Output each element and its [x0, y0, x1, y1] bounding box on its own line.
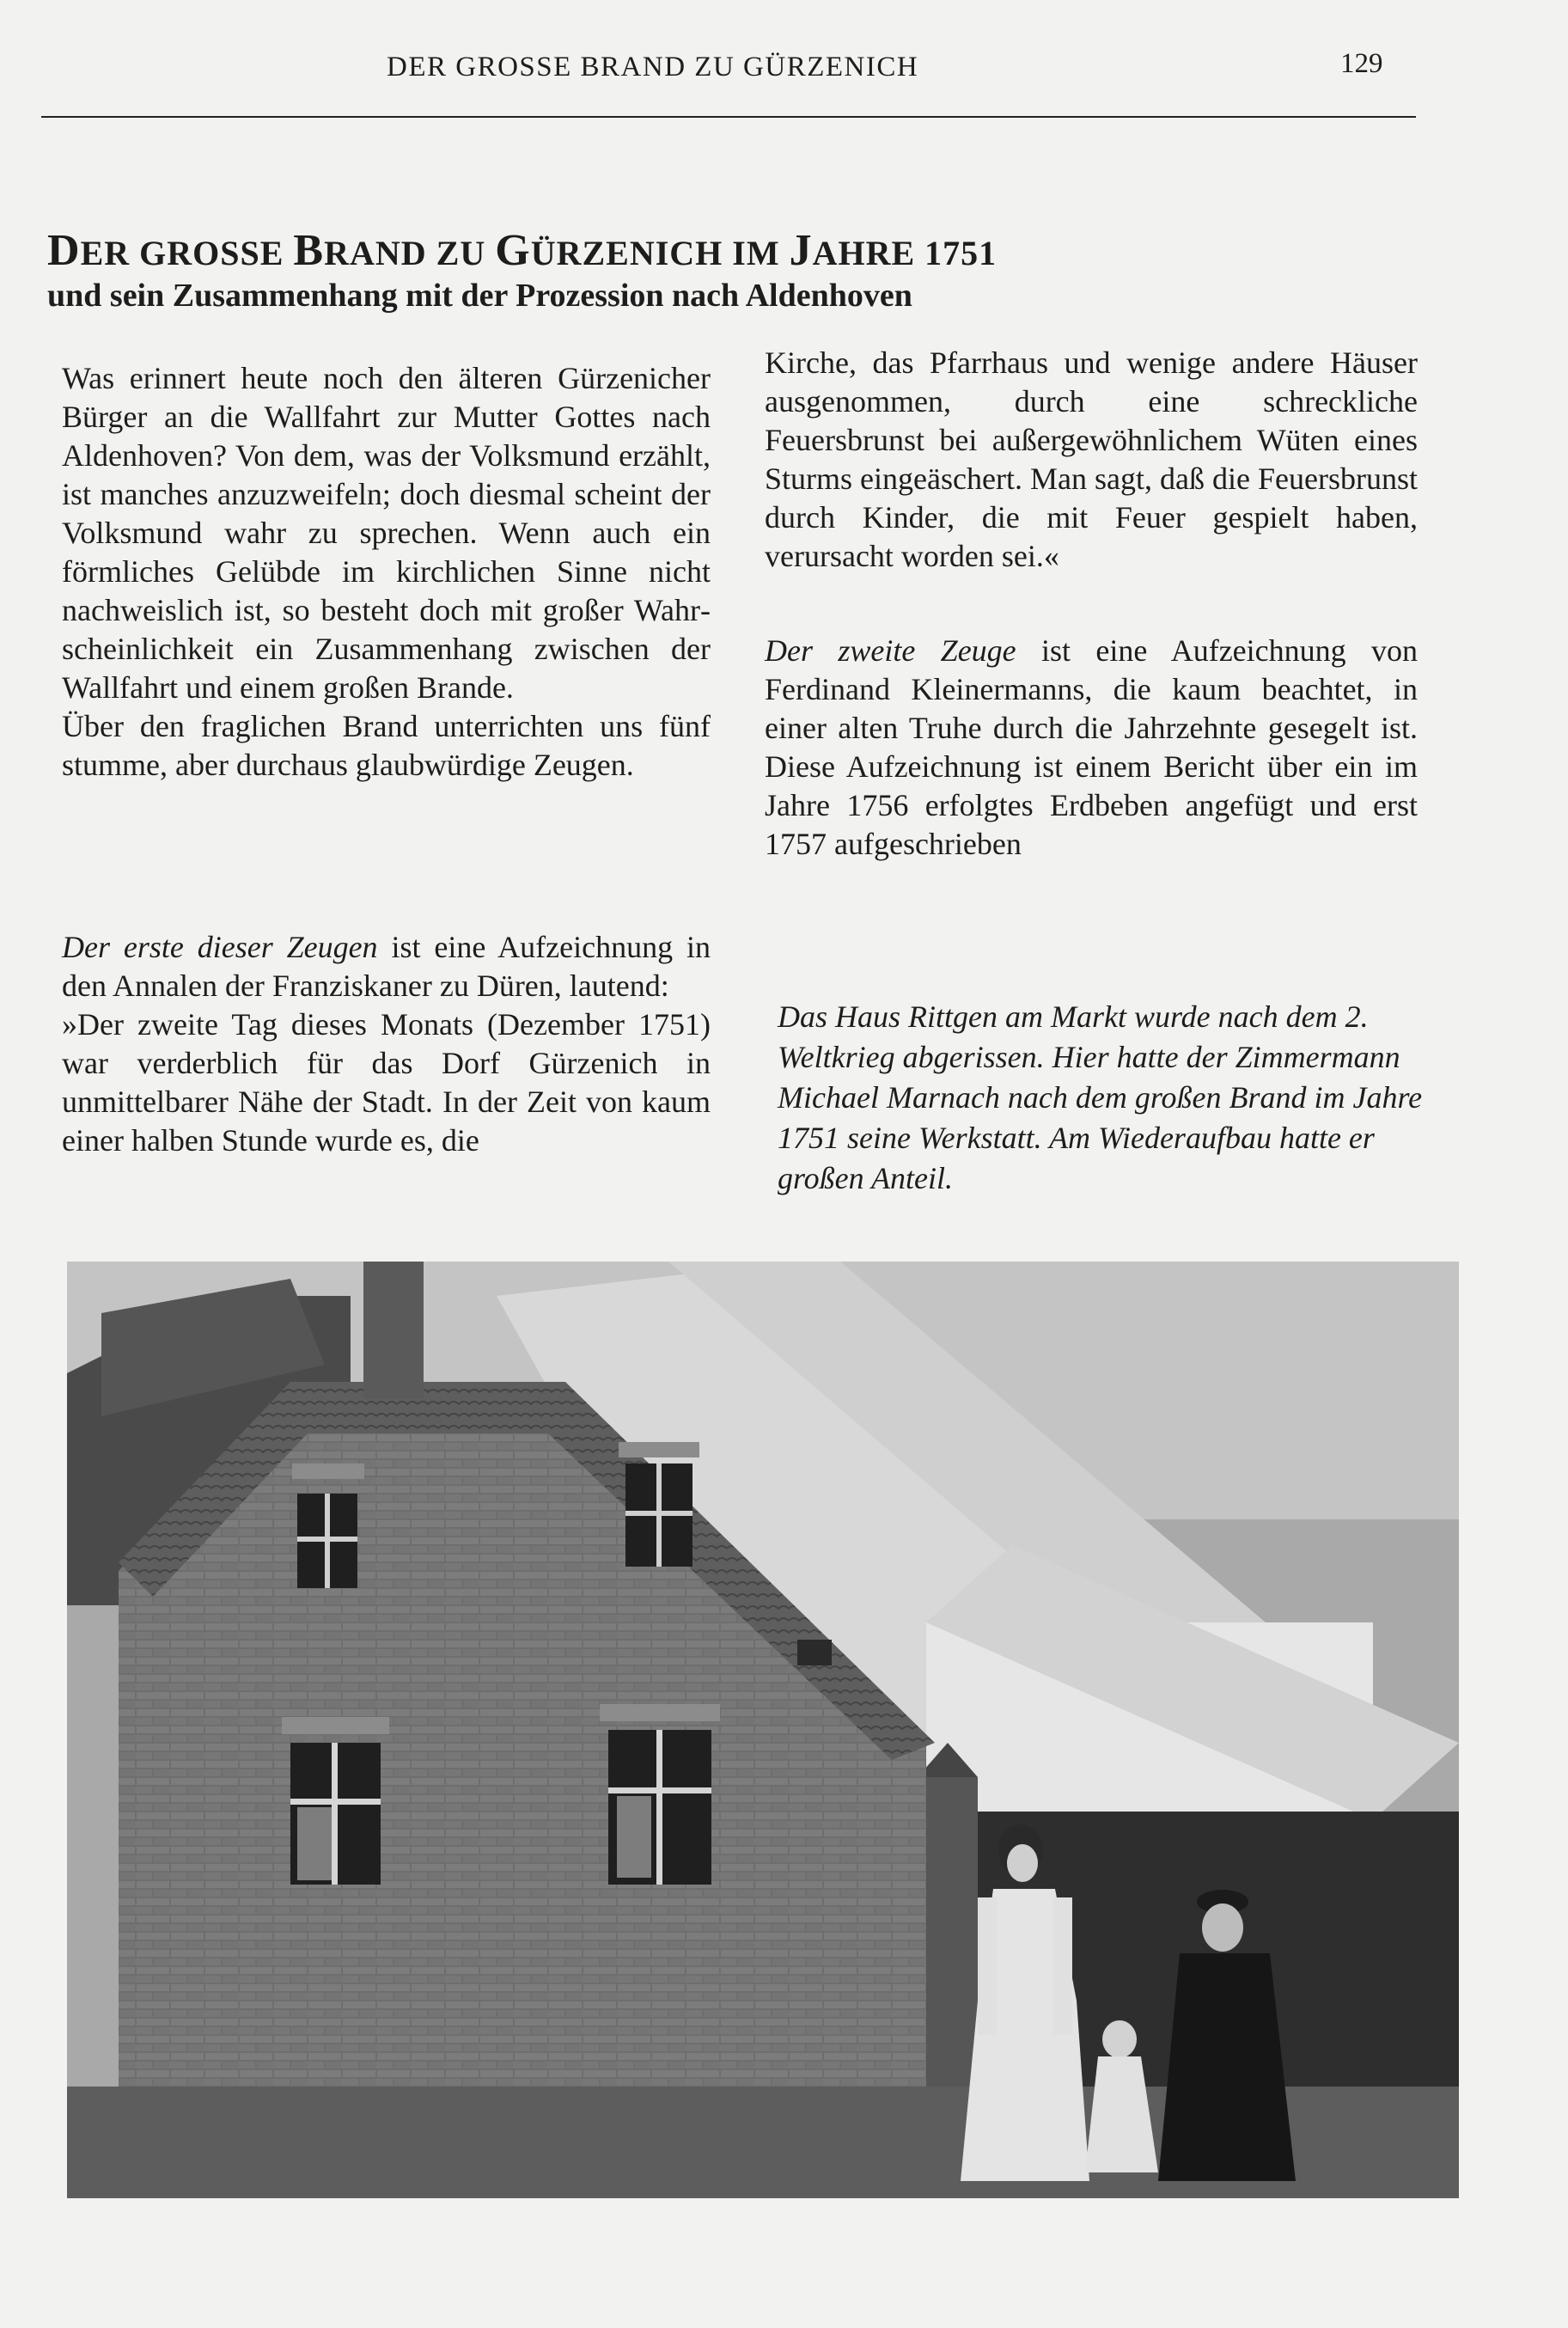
title-part: B: [293, 226, 325, 275]
annals-quote-continued: Kirche, das Pfarrhaus und wenige andere Häuser ausgenommen, durch eine schreckliche Feuersbrunst bei außergewöhnlichem Wüten eines Sturms eingeäschert. Man sagt, daß die Feuersbrunst durch Kinder, die mit Feuer gespielt haben, verursacht worden sei.«: [765, 345, 1418, 573]
title-part: ÜRZENICH IM: [530, 234, 790, 272]
title-part: G: [495, 226, 531, 275]
house-photo-illustration: [67, 1262, 1459, 2198]
header-rule: [41, 116, 1416, 118]
column-2-upper: [765, 344, 1418, 576]
house-photograph: [67, 1262, 1459, 2198]
column-1-lower: [62, 928, 711, 1160]
article-subtitle: und sein Zusammenhang mit der Prozession nach Aldenhoven: [47, 278, 912, 314]
title-year: 1751: [924, 234, 998, 272]
second-witness-text: ist eine Aufzeichnung von Ferdinand Kleinermanns, die kaum beachtet, in einer alten Truhe durch die Jahrzehnte gesegelt ist. Diese Aufzeichnung ist einem Bericht über ein im Jahre 1756 erfolgtes Erdbeben angefügt und erst 1757 aufgeschrieben: [765, 633, 1418, 861]
title-part: D: [47, 226, 81, 275]
witnesses-paragraph: Über den fraglichen Brand unterrichten uns fünf stumme, aber durchaus glaubwürdige Zeugen.: [62, 709, 711, 782]
title-part: AHRE: [812, 234, 925, 272]
annals-quote: »Der zweite Tag dieses Monats (Dezember 1751) war verderblich für das Dorf Gürzenich in unmittelbarer Nähe der Stadt. In der Zeit von kaum einer halben Stunde wurde es, die: [62, 1007, 711, 1158]
page-number: 129: [1340, 48, 1383, 79]
first-witness-lead: Der erste dieser Zeugen: [62, 930, 378, 964]
first-witness-paragraph: [62, 928, 711, 1005]
article-title: [47, 225, 997, 276]
second-witness-lead: Der zweite Zeuge: [765, 633, 1016, 668]
column-1-upper: [62, 359, 711, 785]
title-part: RAND ZU: [324, 234, 496, 272]
second-witness-paragraph: [765, 632, 1418, 864]
intro-paragraph: Was erinnert heute noch den älteren Gürzenicher Bürger an die Wallfahrt zur Mutter Gottes nach Aldenhoven? Von dem, was der Volksmund erzählt, ist manches anzuzweifeln; doch diesmal scheint der Volksmund wahr zu sprechen. Wenn auch ein förmliches Gelübde im kirchlichen Sinne nicht nachweislich ist, so besteht doch mit großer Wahrscheinlichkeit ein Zusammenhang zwischen der Wallfahrt und einem großen Brande.: [62, 361, 711, 705]
title-part: J: [789, 226, 813, 275]
running-header-title: DER GROSSE BRAND ZU GÜRZENICH: [387, 52, 919, 82]
column-2-lower: [765, 632, 1418, 864]
photo-caption: Das Haus Rittgen am Markt wurde nach dem 2. Weltkrieg abgerissen. Hier hatte der Zimmermann Michael Marnach nach dem großen Brand im Jahre 1751 seine Werkstatt. Am Wiederaufbau hatte er großen Anteil.: [778, 999, 1423, 1195]
first-witness-text: ist eine Aufzeichnung in den Annalen der Franziskaner zu Düren, lautend:: [62, 930, 711, 1003]
title-part: ER GROSSE: [80, 234, 294, 272]
